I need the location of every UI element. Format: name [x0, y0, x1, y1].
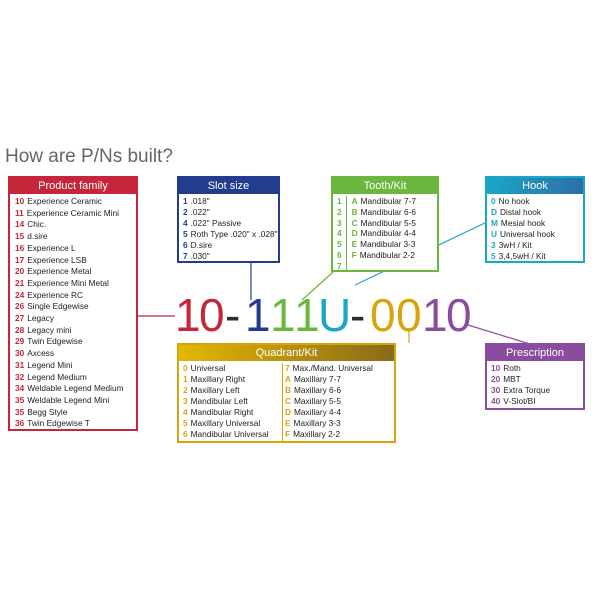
- list-item: [285, 418, 341, 428]
- list-item: [337, 250, 415, 260]
- item-code: 27: [15, 313, 25, 323]
- list-item: [337, 261, 355, 271]
- item-code: 40: [491, 396, 501, 406]
- item-code: 31: [15, 359, 25, 370]
- list-item: [183, 418, 260, 428]
- item-code: 3: [491, 240, 496, 250]
- item-code: 24: [15, 289, 25, 300]
- list-item: [285, 374, 341, 384]
- item-label: .022" Passive: [190, 218, 242, 228]
- list-item: [337, 228, 416, 238]
- item-label: Maxillary Universal: [190, 418, 261, 428]
- list-item: [183, 240, 212, 250]
- item-label: Maxillary Right: [190, 374, 246, 384]
- list-item: [491, 207, 541, 217]
- item-code: 17: [15, 254, 25, 265]
- item-label: Mandibular Left: [190, 396, 248, 406]
- list-item: [183, 363, 225, 373]
- list-item: [15, 255, 87, 265]
- page-title: How are P/Ns built?: [5, 146, 173, 167]
- item-code: 3: [183, 396, 188, 406]
- list-item: [15, 290, 83, 300]
- tooth-kit-box: [331, 176, 439, 272]
- item-label: .030": [190, 251, 210, 261]
- item-label: MBT: [503, 374, 521, 384]
- list-item: [285, 429, 340, 439]
- quadrant-kit-divider: [282, 363, 283, 441]
- item-code: 1: [183, 196, 188, 206]
- item-label: Legend Medium: [27, 371, 87, 382]
- list-item: [183, 229, 278, 239]
- item-label: Begg Style: [27, 406, 68, 417]
- item-code: 32: [15, 371, 25, 382]
- item-code: 10: [15, 196, 25, 206]
- list-item: [15, 266, 91, 276]
- item-code: 7: [183, 251, 188, 261]
- item-label: Weldable Legend Medium: [27, 383, 124, 394]
- list-item: [491, 229, 555, 239]
- item-code: A: [285, 374, 291, 384]
- list-item: [15, 325, 72, 335]
- list-item: [15, 348, 54, 358]
- item-label: Experience Metal: [27, 266, 92, 277]
- item-label: Experience RC: [27, 289, 84, 300]
- list-item: [285, 396, 341, 406]
- item-label: Roth Type .020" x .028": [190, 229, 278, 239]
- list-item: [337, 196, 416, 206]
- list-item: [337, 239, 416, 249]
- list-item: [491, 396, 536, 406]
- list-item: [15, 383, 123, 393]
- list-item: [491, 385, 550, 395]
- item-label: Legacy: [27, 313, 54, 323]
- product-family-box: [8, 176, 138, 431]
- item-code: 3: [337, 217, 342, 228]
- item-label: Mesial hook: [500, 218, 546, 228]
- slot-size-box: [177, 176, 280, 263]
- item-label: Maxillary 3-3: [293, 418, 341, 428]
- item-code: 35: [15, 394, 25, 405]
- item-label: Maxillary Left: [190, 385, 240, 395]
- item-label: Maxillary 6-6: [294, 385, 342, 395]
- item-code: 14: [15, 219, 25, 230]
- item-label: d.sire: [27, 231, 48, 242]
- part-number-char: 0: [396, 289, 421, 341]
- part-number-char: 1: [270, 289, 295, 341]
- item-code: M: [491, 218, 498, 228]
- item-alt-code: C: [351, 217, 358, 228]
- slot-size-header: Slot size: [179, 178, 278, 194]
- item-code: D: [491, 207, 497, 217]
- part-number-char: 1: [245, 289, 270, 341]
- list-item: [15, 243, 76, 253]
- item-code: 10: [491, 363, 501, 373]
- item-code: 20: [15, 266, 25, 277]
- item-label: Experience Ceramic Mini: [26, 207, 119, 218]
- item-label: Experience L: [27, 242, 76, 253]
- prescription-header: Prescription: [487, 345, 583, 361]
- item-code: 2: [337, 206, 342, 217]
- item-label: Mandibular 2-2: [359, 250, 416, 260]
- item-label: Experience Mini Metal: [27, 277, 109, 288]
- list-item: [15, 196, 102, 206]
- part-number-char: 0: [370, 289, 395, 341]
- item-code: 21: [15, 277, 25, 288]
- list-item: [491, 196, 530, 206]
- item-code: 5: [183, 418, 188, 428]
- item-label: Maxillary 7-7: [294, 374, 342, 384]
- item-label: Mandibular 7-7: [360, 196, 416, 206]
- item-label: Mandibular 3-3: [360, 239, 416, 250]
- list-item: [15, 360, 72, 370]
- item-code: 0: [183, 363, 188, 373]
- item-code: 0: [491, 196, 496, 206]
- item-code: 11: [15, 207, 24, 218]
- item-alt-code: B: [351, 206, 358, 217]
- item-label: Maxillary 5-5: [294, 396, 342, 406]
- item-code: 5: [337, 239, 342, 250]
- item-code: 2: [183, 385, 188, 395]
- list-item: [183, 407, 253, 417]
- list-item: [183, 196, 210, 206]
- hook-box: [485, 176, 585, 263]
- item-code: 6: [337, 250, 342, 260]
- item-code: 1: [183, 374, 188, 384]
- item-alt-code: E: [351, 239, 358, 250]
- part-number-char: 0: [446, 289, 471, 341]
- item-label: Experience LSB: [27, 254, 87, 265]
- part-number-char: U: [318, 289, 351, 341]
- prescription-box: [485, 343, 585, 410]
- part-number-char: 1: [422, 289, 447, 341]
- item-code: 5: [183, 229, 188, 239]
- item-code: 4: [183, 218, 188, 228]
- list-item: [285, 407, 341, 417]
- list-item: [15, 313, 54, 323]
- list-item: [15, 231, 48, 241]
- list-item: [491, 374, 521, 384]
- list-item: [15, 278, 109, 288]
- item-code: 35: [15, 406, 25, 417]
- list-item: [15, 418, 90, 428]
- item-label: Twin Edgewise T: [27, 418, 90, 429]
- list-item: [15, 407, 67, 417]
- item-label: Legacy mini: [27, 324, 72, 335]
- list-item: [183, 374, 245, 384]
- item-label: Roth: [503, 363, 521, 373]
- item-label: Chic.: [27, 219, 47, 230]
- tooth-kit-header: Tooth/Kit: [333, 178, 437, 194]
- item-code: 7: [337, 260, 342, 271]
- item-label: Distal hook: [500, 207, 542, 217]
- item-label: D.sire: [190, 240, 213, 250]
- item-label: Mandibular Universal: [190, 429, 269, 439]
- item-label: Legend Mini: [27, 359, 73, 370]
- item-code: 4: [337, 228, 342, 239]
- item-label: Universal hook: [500, 229, 555, 239]
- item-label: Max./Mand. Universal: [292, 363, 373, 373]
- item-code: 6: [183, 240, 188, 250]
- item-label: Extra Torque: [503, 385, 551, 395]
- item-label: No hook: [498, 196, 530, 206]
- item-code: F: [285, 429, 291, 439]
- list-item: [15, 372, 87, 382]
- item-code: 16: [15, 242, 25, 253]
- item-label: Maxillary 4-4: [294, 407, 342, 417]
- item-label: 3wH / Kit: [498, 240, 532, 250]
- item-alt-code: D: [351, 228, 358, 239]
- item-alt-code: F: [351, 250, 357, 260]
- item-label: V-Slot/BI: [503, 396, 536, 406]
- item-code: 6: [183, 429, 188, 439]
- item-label: Twin Edgewise: [27, 336, 83, 347]
- item-code: 5: [491, 251, 496, 261]
- item-code: 4: [183, 407, 188, 417]
- list-item: [15, 208, 119, 218]
- list-item: [183, 396, 248, 406]
- item-label: Universal: [190, 363, 226, 373]
- list-item: [491, 218, 545, 228]
- item-label: Axcess: [27, 348, 54, 359]
- item-code: U: [491, 229, 497, 239]
- list-item: [491, 251, 546, 261]
- list-item: [183, 251, 210, 261]
- item-code: 30: [15, 348, 25, 359]
- item-code: 29: [15, 336, 25, 347]
- item-label: Maxillary 2-2: [293, 429, 341, 439]
- list-item: [183, 218, 241, 228]
- list-item: [491, 363, 521, 373]
- part-number-char: -: [350, 289, 365, 341]
- item-code: 20: [491, 374, 501, 384]
- list-item: [337, 207, 416, 217]
- part-number-char: 1: [175, 289, 200, 341]
- list-item: [285, 363, 373, 373]
- list-item: [15, 395, 109, 405]
- item-label: .022": [190, 207, 210, 217]
- list-item: [15, 336, 83, 346]
- item-label: Weldable Legend Mini: [27, 394, 110, 405]
- item-label: Experience Ceramic: [27, 196, 102, 206]
- item-alt-code: A: [351, 196, 358, 206]
- item-code: 2: [183, 207, 188, 217]
- item-label: Mandibular Right: [190, 407, 254, 417]
- list-item: [183, 385, 240, 395]
- item-code: 34: [15, 383, 25, 394]
- item-code: 26: [15, 301, 25, 312]
- list-item: [15, 301, 89, 311]
- item-code: 7: [285, 363, 290, 373]
- list-item: [183, 429, 269, 439]
- list-item: [15, 219, 46, 229]
- product-family-header: Product family: [10, 178, 136, 194]
- item-label: 3,4,5wH / Kit: [498, 251, 546, 261]
- item-code: E: [285, 418, 291, 428]
- item-code: 28: [15, 324, 25, 335]
- part-number-char: -: [225, 289, 240, 341]
- item-label: .018": [190, 196, 210, 206]
- item-code: B: [285, 385, 291, 395]
- item-code: 36: [15, 418, 25, 429]
- item-label: Mandibular 5-5: [360, 217, 416, 228]
- item-label: Mandibular 4-4: [360, 228, 416, 239]
- item-code: C: [285, 396, 291, 406]
- connector-prescription: [468, 325, 533, 345]
- part-number-char: 0: [199, 289, 224, 341]
- hook-header: Hook: [487, 178, 583, 194]
- list-item: [183, 207, 210, 217]
- item-label: Mandibular 6-6: [360, 206, 416, 217]
- quadrant-kit-box: [177, 343, 396, 443]
- item-code: 15: [15, 231, 25, 242]
- item-code: D: [285, 407, 291, 417]
- quadrant-kit-header: Quadrant/Kit: [179, 345, 394, 361]
- item-label: Single Edgewise: [27, 301, 89, 312]
- list-item: [285, 385, 341, 395]
- list-item: [337, 218, 416, 228]
- item-code: 1: [337, 196, 342, 206]
- list-item: [491, 240, 532, 250]
- item-code: 30: [491, 385, 501, 395]
- part-number-char: 1: [294, 289, 319, 341]
